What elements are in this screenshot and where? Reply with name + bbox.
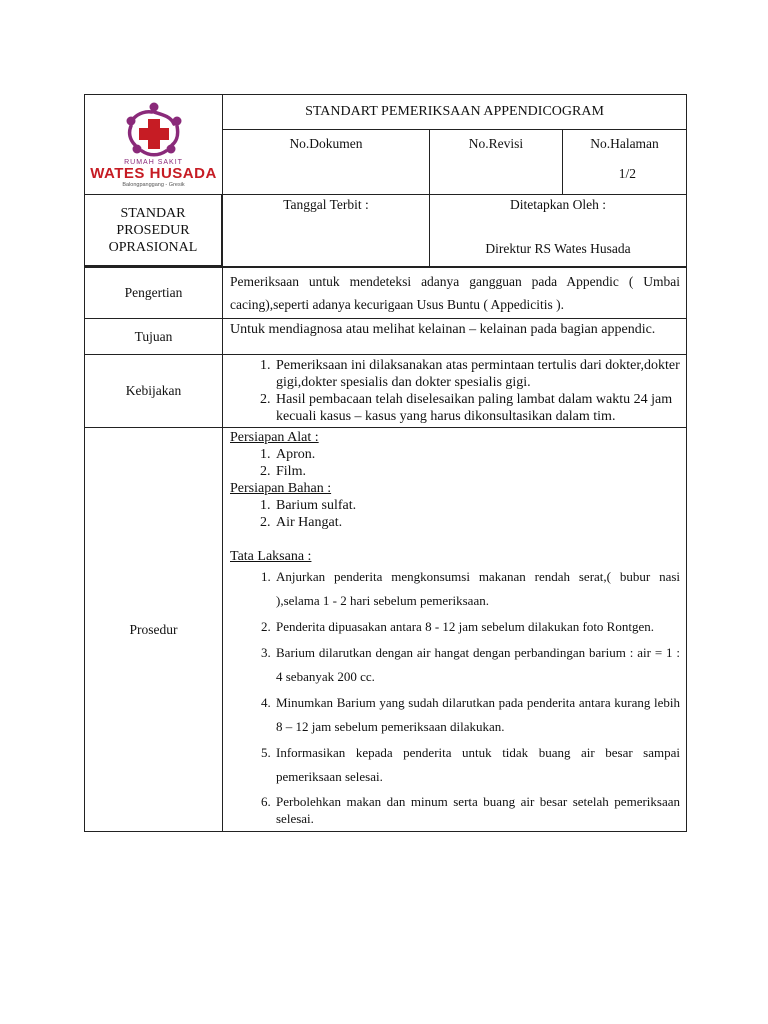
bahan-item: 2. Air Hangat. xyxy=(274,514,680,531)
tujuan-label: Tujuan xyxy=(85,319,223,355)
persiapan-bahan-heading: Persiapan Bahan : xyxy=(230,481,332,496)
no-revisi-cell xyxy=(430,130,563,195)
bahan-item: 1. Barium sulfat. xyxy=(274,497,680,514)
tujuan-content xyxy=(223,319,687,355)
sop-document xyxy=(84,94,686,832)
pengertian-text: Pemeriksaan untuk mendeteksi adanya gangguan pada Appendic ( Umbai cacing),seperti adanya kecurigaan Usus Buntu ( Appedicitis ). xyxy=(230,274,681,312)
kebijakan-item: 2. Hasil pembacaan telah diselesaikan paling lambat dalam waktu 24 jam kecuali kasus – kasus yang harus dikonsultasikan dalam tim. xyxy=(274,391,680,425)
ditetapkan-value: Direktur RS Wates Husada xyxy=(485,241,631,256)
logo-subtitle: RUMAH SAKIT xyxy=(124,159,183,166)
prosedur-label: Prosedur xyxy=(85,428,223,832)
ditetapkan-label: Ditetapkan Oleh : xyxy=(510,197,606,212)
tata-laksana-item: 2. Penderita dipuasakan antara 8 - 12 jam sebelum dilakukan foto Rontgen. xyxy=(274,615,680,639)
no-halaman-value: 1/2 xyxy=(618,166,637,181)
alat-item: 1. Apron. xyxy=(274,446,680,463)
hospital-logo xyxy=(85,95,222,188)
no-halaman-cell xyxy=(563,130,687,195)
logo-hospital-name: WATES HUSADA xyxy=(90,165,217,182)
logo-location: Balongpanggang - Gresik xyxy=(122,182,185,188)
kebijakan-label: Kebijakan xyxy=(85,355,223,428)
kebijakan-list xyxy=(230,357,680,425)
no-revisi-label: No.Revisi xyxy=(468,136,524,151)
kebijakan-item: 1. Pemeriksaan ini dilaksanakan atas permintaan tertulis dari dokter,dokter gigi,dokter spesialis dan dokter spesialis gigi. xyxy=(274,357,680,391)
no-dokumen-cell xyxy=(223,130,430,195)
tanggal-terbit-cell xyxy=(223,195,430,267)
prosedur-content xyxy=(223,428,687,832)
document-title: STANDART PEMERIKSAAN APPENDICOGRAM xyxy=(223,95,687,130)
kebijakan-content xyxy=(223,355,687,428)
tata-laksana-item: 3. Barium dilarutkan dengan air hangat dengan perbandingan barium : air = 1 : 4 sebanyak 200 cc. xyxy=(274,641,680,689)
tata-laksana-item: 5. Informasikan kepada penderita untuk tidak buang air besar sampai pemeriksaan selesai. xyxy=(274,741,680,789)
bahan-list xyxy=(230,497,680,531)
tujuan-text: Untuk mendiagnosa atau melihat kelainan – kelainan pada bagian appendic. xyxy=(230,322,656,337)
no-dokumen-label: No.Dokumen xyxy=(289,136,363,151)
tata-laksana-item: 4. Minumkan Barium yang sudah dilarutkan pada penderita antara kurang lebih 8 – 12 jam sebelum pemeriksaan dilakukan. xyxy=(274,691,680,739)
spo-label xyxy=(84,194,222,266)
spo-label-text: STANDAR PROSEDUR OPRASIONAL xyxy=(108,205,198,255)
alat-item: 2. Film. xyxy=(274,463,680,480)
logo-emblem-icon xyxy=(119,101,189,163)
persiapan-alat-heading: Persiapan Alat : xyxy=(230,430,319,445)
pengertian-content xyxy=(223,268,687,319)
tanggal-terbit-label: Tanggal Terbit : xyxy=(283,197,369,212)
tata-laksana-heading: Tata Laksana : xyxy=(230,549,312,564)
pengertian-label: Pengertian xyxy=(85,268,223,319)
tata-laksana-list xyxy=(230,565,680,827)
no-halaman-label: No.Halaman xyxy=(590,136,659,151)
tata-laksana-item: 1. Anjurkan penderita mengkonsumsi makanan rendah serat,( bubur nasi ),selama 1 - 2 hari sebelum pemeriksaan. xyxy=(274,565,680,613)
ditetapkan-cell xyxy=(430,195,687,267)
alat-list xyxy=(230,446,680,480)
tata-laksana-item: 6. Perbolehkan makan dan minum serta buang air besar setelah pemeriksaan selesai. xyxy=(274,793,680,827)
